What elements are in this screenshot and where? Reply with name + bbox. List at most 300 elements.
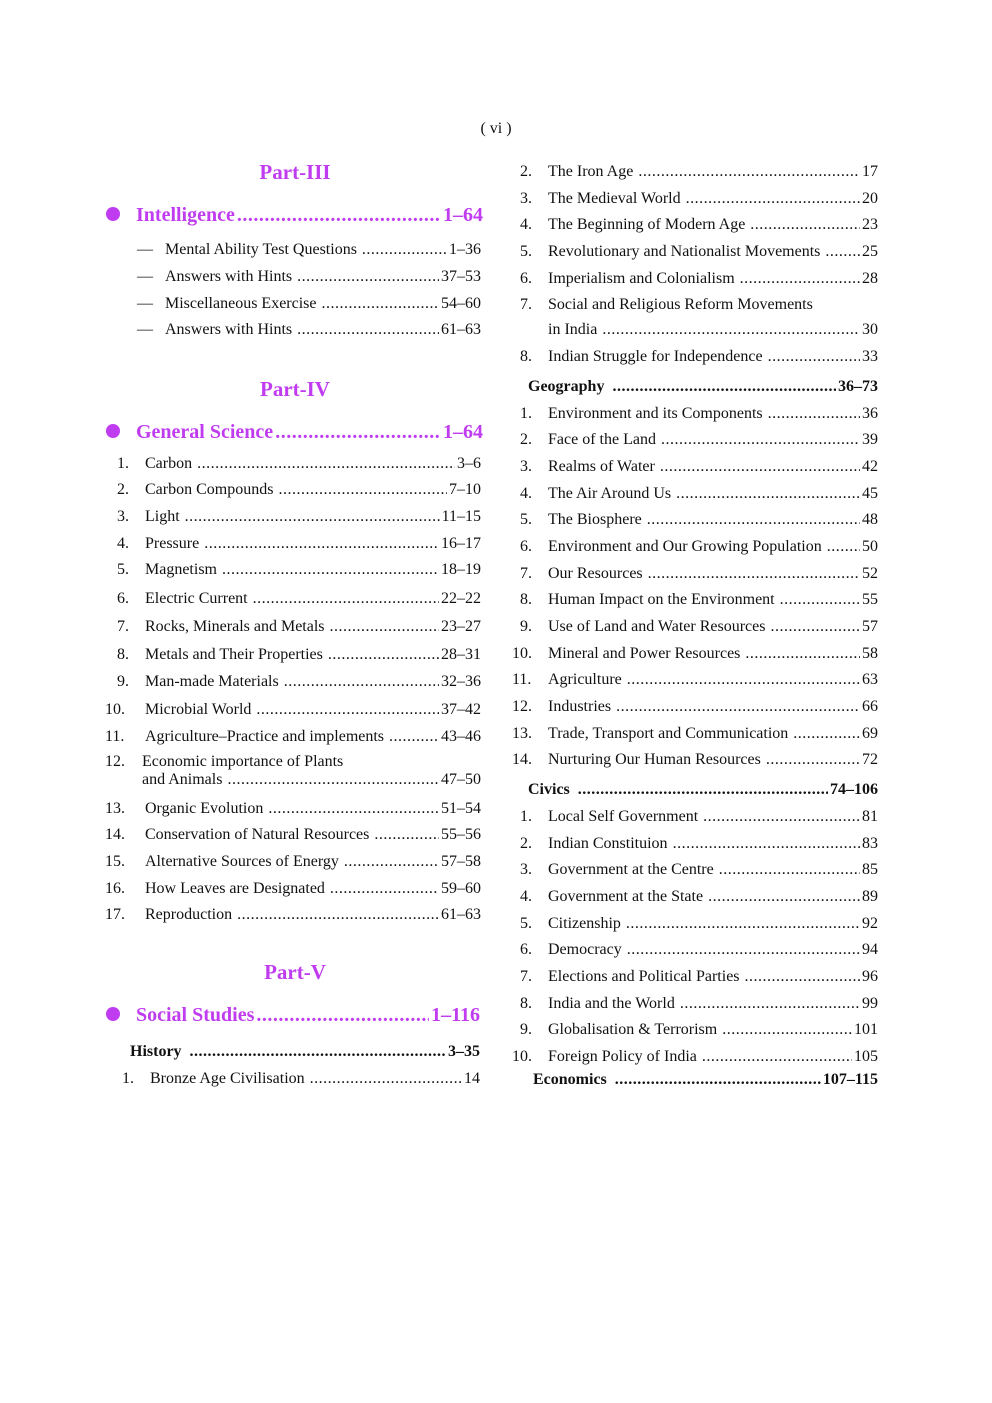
item-pages: 92	[862, 915, 878, 932]
item-number: 10.	[512, 645, 532, 662]
toc-item	[145, 560, 481, 580]
toc-item	[548, 510, 878, 530]
item-label: India and the World	[548, 995, 675, 1012]
dot-leader	[676, 484, 860, 504]
item-pages: 11–15	[441, 508, 481, 525]
dot-leader	[310, 1069, 462, 1089]
dot-leader	[708, 887, 860, 907]
toc-item	[548, 242, 878, 262]
toc-item	[548, 320, 878, 340]
item-pages: 28–31	[441, 646, 481, 663]
subsection-heading	[528, 377, 878, 397]
dot-leader	[740, 269, 860, 289]
item-number: —	[137, 268, 153, 285]
toc-item	[165, 320, 481, 340]
item-pages: 14	[464, 1070, 480, 1087]
item-number: 11.	[512, 671, 532, 688]
item-label: Microbial World	[145, 701, 252, 718]
item-number: 14.	[512, 751, 532, 768]
item-number: 6.	[117, 590, 129, 607]
dot-leader	[297, 267, 439, 287]
item-label: Citizenship	[548, 915, 621, 932]
dot-leader	[750, 215, 860, 235]
item-pages: 33	[862, 348, 878, 365]
item-number: 6.	[520, 941, 532, 958]
item-label: Agriculture	[548, 671, 622, 688]
subsection-heading	[528, 780, 878, 800]
toc-item	[548, 724, 878, 744]
item-pages: 61–63	[441, 321, 481, 338]
toc-item	[548, 750, 878, 770]
item-pages: 63	[862, 671, 878, 688]
toc-item	[165, 240, 481, 260]
dot-leader	[256, 1003, 429, 1027]
item-pages: 1–36	[449, 241, 481, 258]
section-label: General Science	[136, 421, 274, 443]
item-label: Miscellaneous Exercise	[165, 295, 317, 312]
item-label: Globalisation & Terrorism	[548, 1021, 718, 1038]
toc-item	[548, 887, 878, 907]
item-label: Carbon Compounds	[145, 481, 274, 498]
item-pages: 39	[862, 431, 878, 448]
item-label: Local Self Government	[548, 808, 699, 825]
item-number: 15.	[105, 853, 125, 870]
dot-leader	[344, 852, 439, 872]
toc-item	[548, 269, 878, 289]
item-label: Reproduction	[145, 906, 233, 923]
item-pages: 47–50	[441, 771, 481, 788]
toc-item	[145, 645, 481, 665]
page-number: ( vi )	[480, 120, 512, 137]
item-number: 3.	[117, 508, 129, 525]
item-number: —	[137, 295, 153, 312]
toc-item	[548, 484, 878, 504]
item-label: Environment and Our Growing Population	[548, 538, 822, 555]
dot-leader	[237, 905, 439, 925]
item-pages: 89	[862, 888, 878, 905]
item-label: Revolutionary and Nationalist Movements	[548, 243, 821, 260]
item-label: Indian Constituion	[548, 835, 668, 852]
item-pages: 105	[854, 1048, 878, 1065]
item-pages: 59–60	[441, 880, 481, 897]
part-title: Part-V	[264, 960, 326, 984]
dot-leader	[197, 454, 455, 474]
toc-item	[145, 507, 481, 527]
toc-item	[548, 967, 878, 987]
item-label: Democracy	[548, 941, 622, 958]
item-number: 13.	[512, 725, 532, 742]
subsection-label: History	[130, 1043, 182, 1060]
item-pages: 58	[862, 645, 878, 662]
item-pages: 55–56	[441, 826, 481, 843]
item-number: 7.	[520, 296, 532, 313]
dot-leader	[578, 780, 828, 800]
dot-leader	[673, 834, 860, 854]
toc-item	[548, 430, 878, 450]
dot-leader	[703, 807, 860, 827]
item-label: Industries	[548, 698, 612, 715]
item-number: 14.	[105, 826, 125, 843]
toc-item	[145, 454, 481, 474]
item-label: The Medieval World	[548, 190, 681, 207]
toc-item	[145, 727, 481, 747]
item-pages: 96	[862, 968, 878, 985]
item-label: Mineral and Power Resources	[548, 645, 741, 662]
item-number: —	[137, 241, 153, 258]
item-label: and Animals	[142, 771, 223, 788]
item-number: 7.	[117, 618, 129, 635]
subsection-heading	[130, 1042, 480, 1062]
item-label: Bronze Age Civilisation	[150, 1070, 305, 1087]
item-number: 10.	[512, 1048, 532, 1065]
item-pages: 23–27	[441, 618, 481, 635]
item-pages: 101	[854, 1021, 878, 1038]
item-pages: 52	[862, 565, 878, 582]
dot-leader	[680, 994, 860, 1014]
dot-leader	[185, 507, 440, 527]
dot-leader	[661, 430, 860, 450]
toc-item	[165, 294, 481, 314]
item-number: 8.	[520, 591, 532, 608]
item-number: —	[137, 321, 153, 338]
part-title: Part-III	[259, 160, 331, 184]
section-label: Intelligence	[136, 204, 235, 226]
dot-leader	[647, 510, 860, 530]
toc-item	[548, 697, 878, 717]
item-number: 8.	[520, 995, 532, 1012]
item-number: 13.	[105, 800, 125, 817]
dot-leader	[278, 480, 447, 500]
item-number: 1.	[520, 808, 532, 825]
dot-leader	[268, 799, 439, 819]
item-number: 9.	[520, 1021, 532, 1038]
item-pages: 16–17	[441, 535, 481, 552]
item-number: 10.	[105, 701, 125, 718]
item-label: Pressure	[145, 535, 200, 552]
dot-leader	[374, 825, 439, 845]
toc-item	[548, 404, 878, 424]
item-pages: 81	[862, 808, 878, 825]
item-number: 3.	[520, 861, 532, 878]
item-label: Environment and its Components	[548, 405, 763, 422]
item-number: 3.	[520, 190, 532, 207]
toc-item	[145, 617, 481, 637]
dot-leader	[780, 590, 860, 610]
dot-leader	[702, 1047, 852, 1067]
item-number: 4.	[117, 535, 129, 552]
dot-leader	[322, 294, 440, 314]
dot-leader	[660, 457, 860, 477]
toc-item	[548, 1047, 878, 1067]
item-label: Trade, Transport and Communication	[548, 725, 789, 742]
bullet-icon	[106, 207, 120, 221]
dot-leader	[827, 537, 860, 557]
subsection-label: Geography	[528, 378, 605, 395]
toc-item	[548, 670, 878, 690]
dot-leader	[627, 940, 860, 960]
dot-leader	[256, 700, 439, 720]
toc-item	[145, 700, 481, 720]
item-pages: 43–46	[441, 728, 481, 745]
section-pages: 1–116	[431, 1004, 480, 1026]
item-label: Use of Land and Water Resources	[548, 618, 766, 635]
dot-leader	[638, 162, 860, 182]
item-number: 11.	[105, 728, 125, 745]
item-pages: 18–19	[441, 561, 481, 578]
toc-item	[548, 807, 878, 827]
item-pages: 55	[862, 591, 878, 608]
dot-leader	[626, 914, 860, 934]
dot-leader	[768, 404, 860, 424]
dot-leader	[389, 727, 439, 747]
dot-leader	[330, 879, 439, 899]
item-number: 9.	[117, 673, 129, 690]
item-label: Nurturing Our Human Resources	[548, 751, 761, 768]
subsection-pages: 36–73	[838, 378, 878, 395]
toc-item	[548, 940, 878, 960]
item-pages: 57	[862, 618, 878, 635]
dot-leader	[204, 534, 439, 554]
toc-item	[145, 480, 481, 500]
item-pages: 57–58	[441, 853, 481, 870]
toc-item	[145, 799, 481, 819]
item-label: Man-made Materials	[145, 673, 279, 690]
item-label: in India	[548, 321, 598, 338]
item-pages: 20	[862, 190, 878, 207]
dot-leader	[648, 564, 860, 584]
dot-leader	[770, 617, 860, 637]
item-pages: 30	[862, 321, 878, 338]
item-label: Realms of Water	[548, 458, 655, 475]
item-number: 7.	[520, 968, 532, 985]
item-number: 2.	[520, 431, 532, 448]
section-heading	[136, 203, 483, 227]
toc-item	[165, 267, 481, 287]
toc-item	[548, 347, 878, 367]
dot-leader	[627, 670, 860, 690]
toc-item	[145, 852, 481, 872]
item-label: Metals and Their Properties	[145, 646, 323, 663]
toc-item	[548, 457, 878, 477]
item-label: The Biosphere	[548, 511, 642, 528]
dot-leader	[297, 320, 439, 340]
item-pages: 83	[862, 835, 878, 852]
toc-item	[548, 537, 878, 557]
item-label: Mental Ability Test Questions	[165, 241, 357, 258]
item-number: 3.	[520, 458, 532, 475]
item-pages: 72	[862, 751, 878, 768]
toc-item	[548, 617, 878, 637]
dot-leader	[745, 644, 860, 664]
item-number: 12.	[512, 698, 532, 715]
dot-leader	[719, 860, 860, 880]
item-number: 4.	[520, 888, 532, 905]
dot-leader	[612, 377, 836, 397]
item-pages: 50	[862, 538, 878, 555]
item-number: 1.	[117, 455, 129, 472]
section-label: Social Studies	[136, 1004, 255, 1026]
toc-item	[150, 1069, 480, 1089]
part-title: Part-IV	[260, 377, 330, 401]
item-label: The Air Around Us	[548, 485, 672, 502]
item-number: 8.	[520, 348, 532, 365]
toc-item	[548, 860, 878, 880]
item-number: 17.	[105, 906, 125, 923]
item-pages: 17	[862, 163, 878, 180]
toc-item	[145, 672, 481, 692]
toc-item	[548, 162, 878, 182]
item-label: Imperialism and Colonialism	[548, 270, 735, 287]
item-pages: 85	[862, 861, 878, 878]
toc-item	[548, 644, 878, 664]
item-number: 5.	[520, 243, 532, 260]
item-label: Government at the State	[548, 888, 704, 905]
item-label: How Leaves are Designated	[145, 880, 325, 897]
item-number: 4.	[520, 485, 532, 502]
toc-item	[142, 770, 481, 790]
item-label: Carbon	[145, 455, 193, 472]
item-label: Face of the Land	[548, 431, 656, 448]
toc-item	[145, 534, 481, 554]
subsection-label: Economics	[533, 1071, 607, 1088]
item-pages: 99	[862, 995, 878, 1012]
toc-item	[548, 834, 878, 854]
item-number: 5.	[520, 511, 532, 528]
item-pages: 54–60	[441, 295, 481, 312]
item-number: 8.	[117, 646, 129, 663]
subsection-pages: 74–106	[830, 781, 878, 798]
item-pages: 61–63	[441, 906, 481, 923]
dot-leader	[686, 189, 860, 209]
item-number: 4.	[520, 216, 532, 233]
item-number: 6.	[520, 538, 532, 555]
item-number: 7.	[520, 565, 532, 582]
item-label: Organic Evolution	[145, 800, 264, 817]
section-pages: 1–64	[443, 421, 483, 443]
toc-item	[145, 825, 481, 845]
item-label: Electric Current	[145, 590, 248, 607]
item-pages: 94	[862, 941, 878, 958]
item-label: Conservation of Natural Resources	[145, 826, 370, 843]
item-number: 1.	[520, 405, 532, 422]
item-number: 5.	[520, 915, 532, 932]
item-number: 2.	[117, 481, 129, 498]
item-number: 9.	[520, 618, 532, 635]
toc-item	[548, 914, 878, 934]
item-label: Alternative Sources of Energy	[145, 853, 339, 870]
section-heading	[136, 1003, 480, 1027]
section-heading	[136, 420, 483, 444]
toc-item	[145, 879, 481, 899]
dot-leader	[237, 203, 441, 227]
dot-leader	[602, 320, 860, 340]
item-label: Answers with Hints	[165, 268, 293, 285]
toc-item	[548, 189, 878, 209]
item-number: 5.	[117, 561, 129, 578]
item-label: Rocks, Minerals and Metals	[145, 618, 325, 635]
item-pages: 51–54	[441, 800, 481, 817]
toc-item	[548, 215, 878, 235]
dot-leader	[768, 347, 860, 367]
item-label: Government at the Centre	[548, 861, 714, 878]
dot-leader	[615, 1070, 821, 1090]
item-pages: 37–53	[441, 268, 481, 285]
item-label: Human Impact on the Environment	[548, 591, 775, 608]
item-label: Social and Religious Reform Movements	[548, 296, 813, 313]
dot-leader	[825, 242, 860, 262]
dot-leader	[330, 617, 439, 637]
section-pages: 1–64	[443, 204, 483, 226]
item-number: 1.	[122, 1070, 134, 1087]
toc-item	[145, 589, 481, 609]
dot-leader	[284, 672, 439, 692]
item-label: The Beginning of Modern Age	[548, 216, 746, 233]
subsection-pages: 3–35	[448, 1043, 480, 1060]
dot-leader	[722, 1020, 852, 1040]
item-label: The Iron Age	[548, 163, 634, 180]
dot-leader	[362, 240, 447, 260]
item-pages: 42	[862, 458, 878, 475]
item-pages: 23	[862, 216, 878, 233]
dot-leader	[616, 697, 860, 717]
dot-leader	[190, 1042, 446, 1062]
item-label: Light	[145, 508, 180, 525]
dot-leader	[275, 420, 441, 444]
item-label: Magnetism	[145, 561, 217, 578]
dot-leader	[766, 750, 860, 770]
bullet-icon	[106, 424, 120, 438]
item-pages: 37–42	[441, 701, 481, 718]
item-pages: 28	[862, 270, 878, 287]
dot-leader	[253, 589, 439, 609]
item-label: Indian Struggle for Independence	[548, 348, 763, 365]
dot-leader	[745, 967, 860, 987]
dot-leader	[222, 560, 439, 580]
item-pages: 48	[862, 511, 878, 528]
item-pages: 3–6	[457, 455, 481, 472]
item-number: 2.	[520, 835, 532, 852]
item-number: 2.	[520, 163, 532, 180]
item-number: 6.	[520, 270, 532, 287]
subsection-label: Civics	[528, 781, 570, 798]
dot-leader	[793, 724, 860, 744]
item-pages: 32–36	[441, 673, 481, 690]
item-label: Elections and Political Parties	[548, 968, 740, 985]
toc-item	[548, 564, 878, 584]
item-number: 16.	[105, 880, 125, 897]
item-label: Answers with Hints	[165, 321, 293, 338]
subsection-pages: 107–115	[822, 1071, 878, 1088]
item-label: Economic importance of Plants	[142, 753, 344, 770]
toc-item	[145, 905, 481, 925]
toc-item	[548, 590, 878, 610]
dot-leader	[227, 770, 439, 790]
dot-leader	[328, 645, 439, 665]
item-pages: 66	[862, 698, 878, 715]
item-label: Our Resources	[548, 565, 643, 582]
item-pages: 69	[862, 725, 878, 742]
bullet-icon	[106, 1007, 120, 1021]
subsection-heading	[533, 1070, 878, 1090]
item-label: Foreign Policy of India	[548, 1048, 697, 1065]
item-number: 12.	[105, 753, 125, 770]
item-label: Agriculture–Practice and implements	[145, 728, 385, 745]
item-pages: 22–22	[441, 590, 481, 607]
item-pages: 45	[862, 485, 878, 502]
item-pages: 36	[862, 405, 878, 422]
toc-item	[548, 1020, 878, 1040]
item-pages: 7–10	[449, 481, 481, 498]
